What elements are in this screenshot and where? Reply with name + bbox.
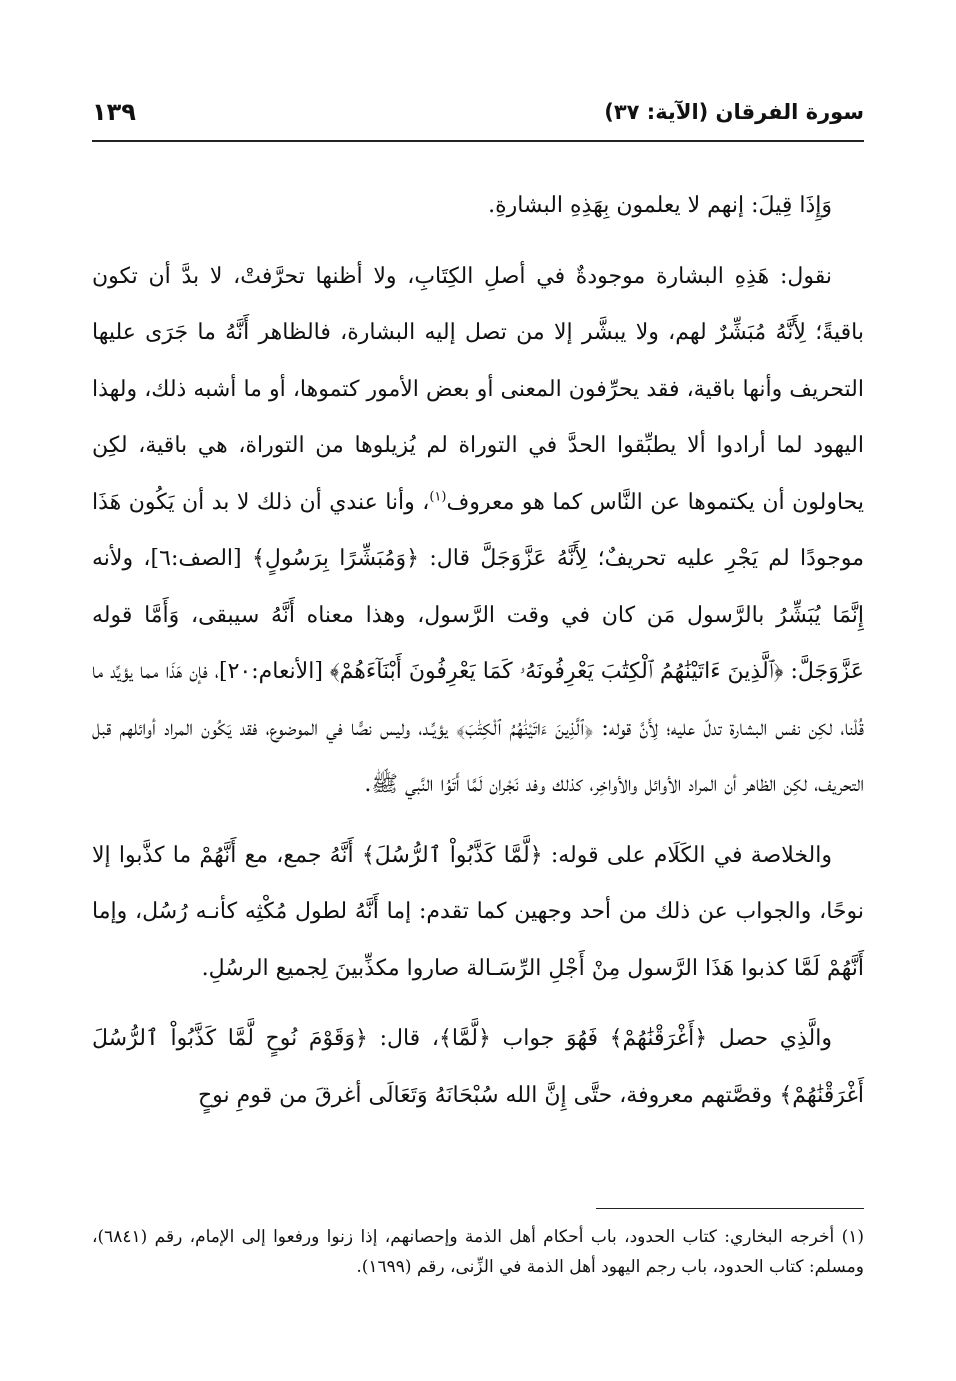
footnotes: [92, 1222, 864, 1282]
main-text: [92, 178, 864, 1138]
page-number: ١٣٩: [92, 98, 136, 126]
paragraph-1: وَإِذَا قِيلَ: إنهم لا يعلمون بِهَذِهِ البشارةِ.: [488, 193, 832, 218]
paragraph-2: [92, 249, 864, 814]
paragraph-3: والخلاصة في الكَلَام على قوله: ﴿لَّمَّا كَذَّبُواْ ٱلرُّسُلَ﴾ أَنَّهُ جمع، مع أَنَّهُمْ ما كذَّبوا إلا نوحًا، والجواب عن ذلك من أحد وجهين كما تقدم: إما أَنَّهُ لطول مُكْثِه كأنـه رُسُل، وإما أَنَّهُمْ لَمَّا كذبوا هَذَا الرَّسول مِنْ أَجْلِ الرِّسَـالة صاروا مكذِّبينَ لِجميع الرسُلِ.: [92, 842, 864, 981]
header-divider: [92, 140, 864, 142]
surah-title: سورة الفرقان (الآية: ٣٧): [604, 100, 864, 124]
running-header: [92, 96, 864, 136]
paragraph-4: والَّذِي حصل ﴿أَغْرَقْنَٰهُمْ﴾ فَهُوَ جواب ﴿لَّمَّا﴾، قال: ﴿وَقَوْمَ نُوحٍ لَّمَّا كَذَّبُواْ ٱلرُّسُلَ أَغْرَقْنَٰهُمْ﴾ وقصَّتهم معروفة، حتَّى إِنَّ الله سُبْحَانَهُ وَتَعَالَى أغرقَ من قومِ نوحٍ: [92, 1026, 864, 1108]
paragraph-2-part-2: ، وأنا عندي أن ذلك لا بد أن يَكُون هَذَا موجودًا لم يَجْرِ عليه تحريفٌ؛ لِأَنَّهُ عَزَّوَجَلَّ قال: ﴿وَمُبَشِّرًا بِرَسُولٍ﴾ [الصف:٦]، ولأنه إِنَّمَا يُبَشِّرُ بالرَّسول مَن كان في وقت الرَّسول، وهذا معناه أَنَّهُ سيبقى، وَأَمَّا قوله عَزَّوَجَلَّ: ﴿ٱلَّذِينَ ءَاتَيْنَٰهُمُ ٱلْكِتَٰبَ يَعْرِفُونَهُۥ كَمَا يَعْرِفُونَ أَبْنَآءَهُمْ﴾ [الأنعام:٢٠]، فإن هَذَا مما يؤيِّد ما قُلْنا، لكِن نفس البشارة تدلّ عليه؛ لِأَنَّ قوله: ﴿ٱلَّذِينَ ءَاتَيْنَٰهُمُ ٱلْكِتَٰبَ﴾ يؤيِّـد، وليس نصًّا في الموضوع، فقد يَكُون المراد أوائلهم قبل التحريف، لكِن الظاهر أن المراد الأوائل والأواخِر، كذلك وفد نَجْران لَمَّا أَتَوُا النَّبي ﷺ.: [92, 489, 865, 797]
paragraph-2-part-1: نقول: هَذِهِ البشارة موجودةٌ في أصلِ الكِتَابِ، ولا أظنها تحرَّفتْ، لا بدَّ أن تكون باقيةً؛ لِأَنَّهُ مُبَشِّرٌ لهم، ولا يبشَّر إلا من تصل إليه البشارة، فالظاهر أَنَّهُ ما جَرَى عليها التحريف وأنها باقية، فقد يحرِّفون المعنى أو بعض الأمور كتموها، أو ما أشبه ذلك، ولهذا اليهود لما أرادوا ألا يطبِّقوا الحدَّ في التوراة لم يُزيلوها من التوراة، هي باقية، لكِن يحاولون أن يكتموها عن النَّاس كما هو معروف: [92, 263, 864, 515]
footnote-1: (١) أخرجه البخاري: كتاب الحدود، باب أحكام أهل الذمة وإحصانهم، إذا زنوا ورفعوا إلى الإمام، رقم (٦٨٤١)، ومسلم: كتاب الحدود، باب رجم اليهود أهل الذمة في الزِّنى، رقم (١٦٩٩).: [92, 1227, 864, 1277]
footnote-divider: [596, 1208, 864, 1209]
footnote-reference[interactable]: (١): [429, 489, 447, 505]
